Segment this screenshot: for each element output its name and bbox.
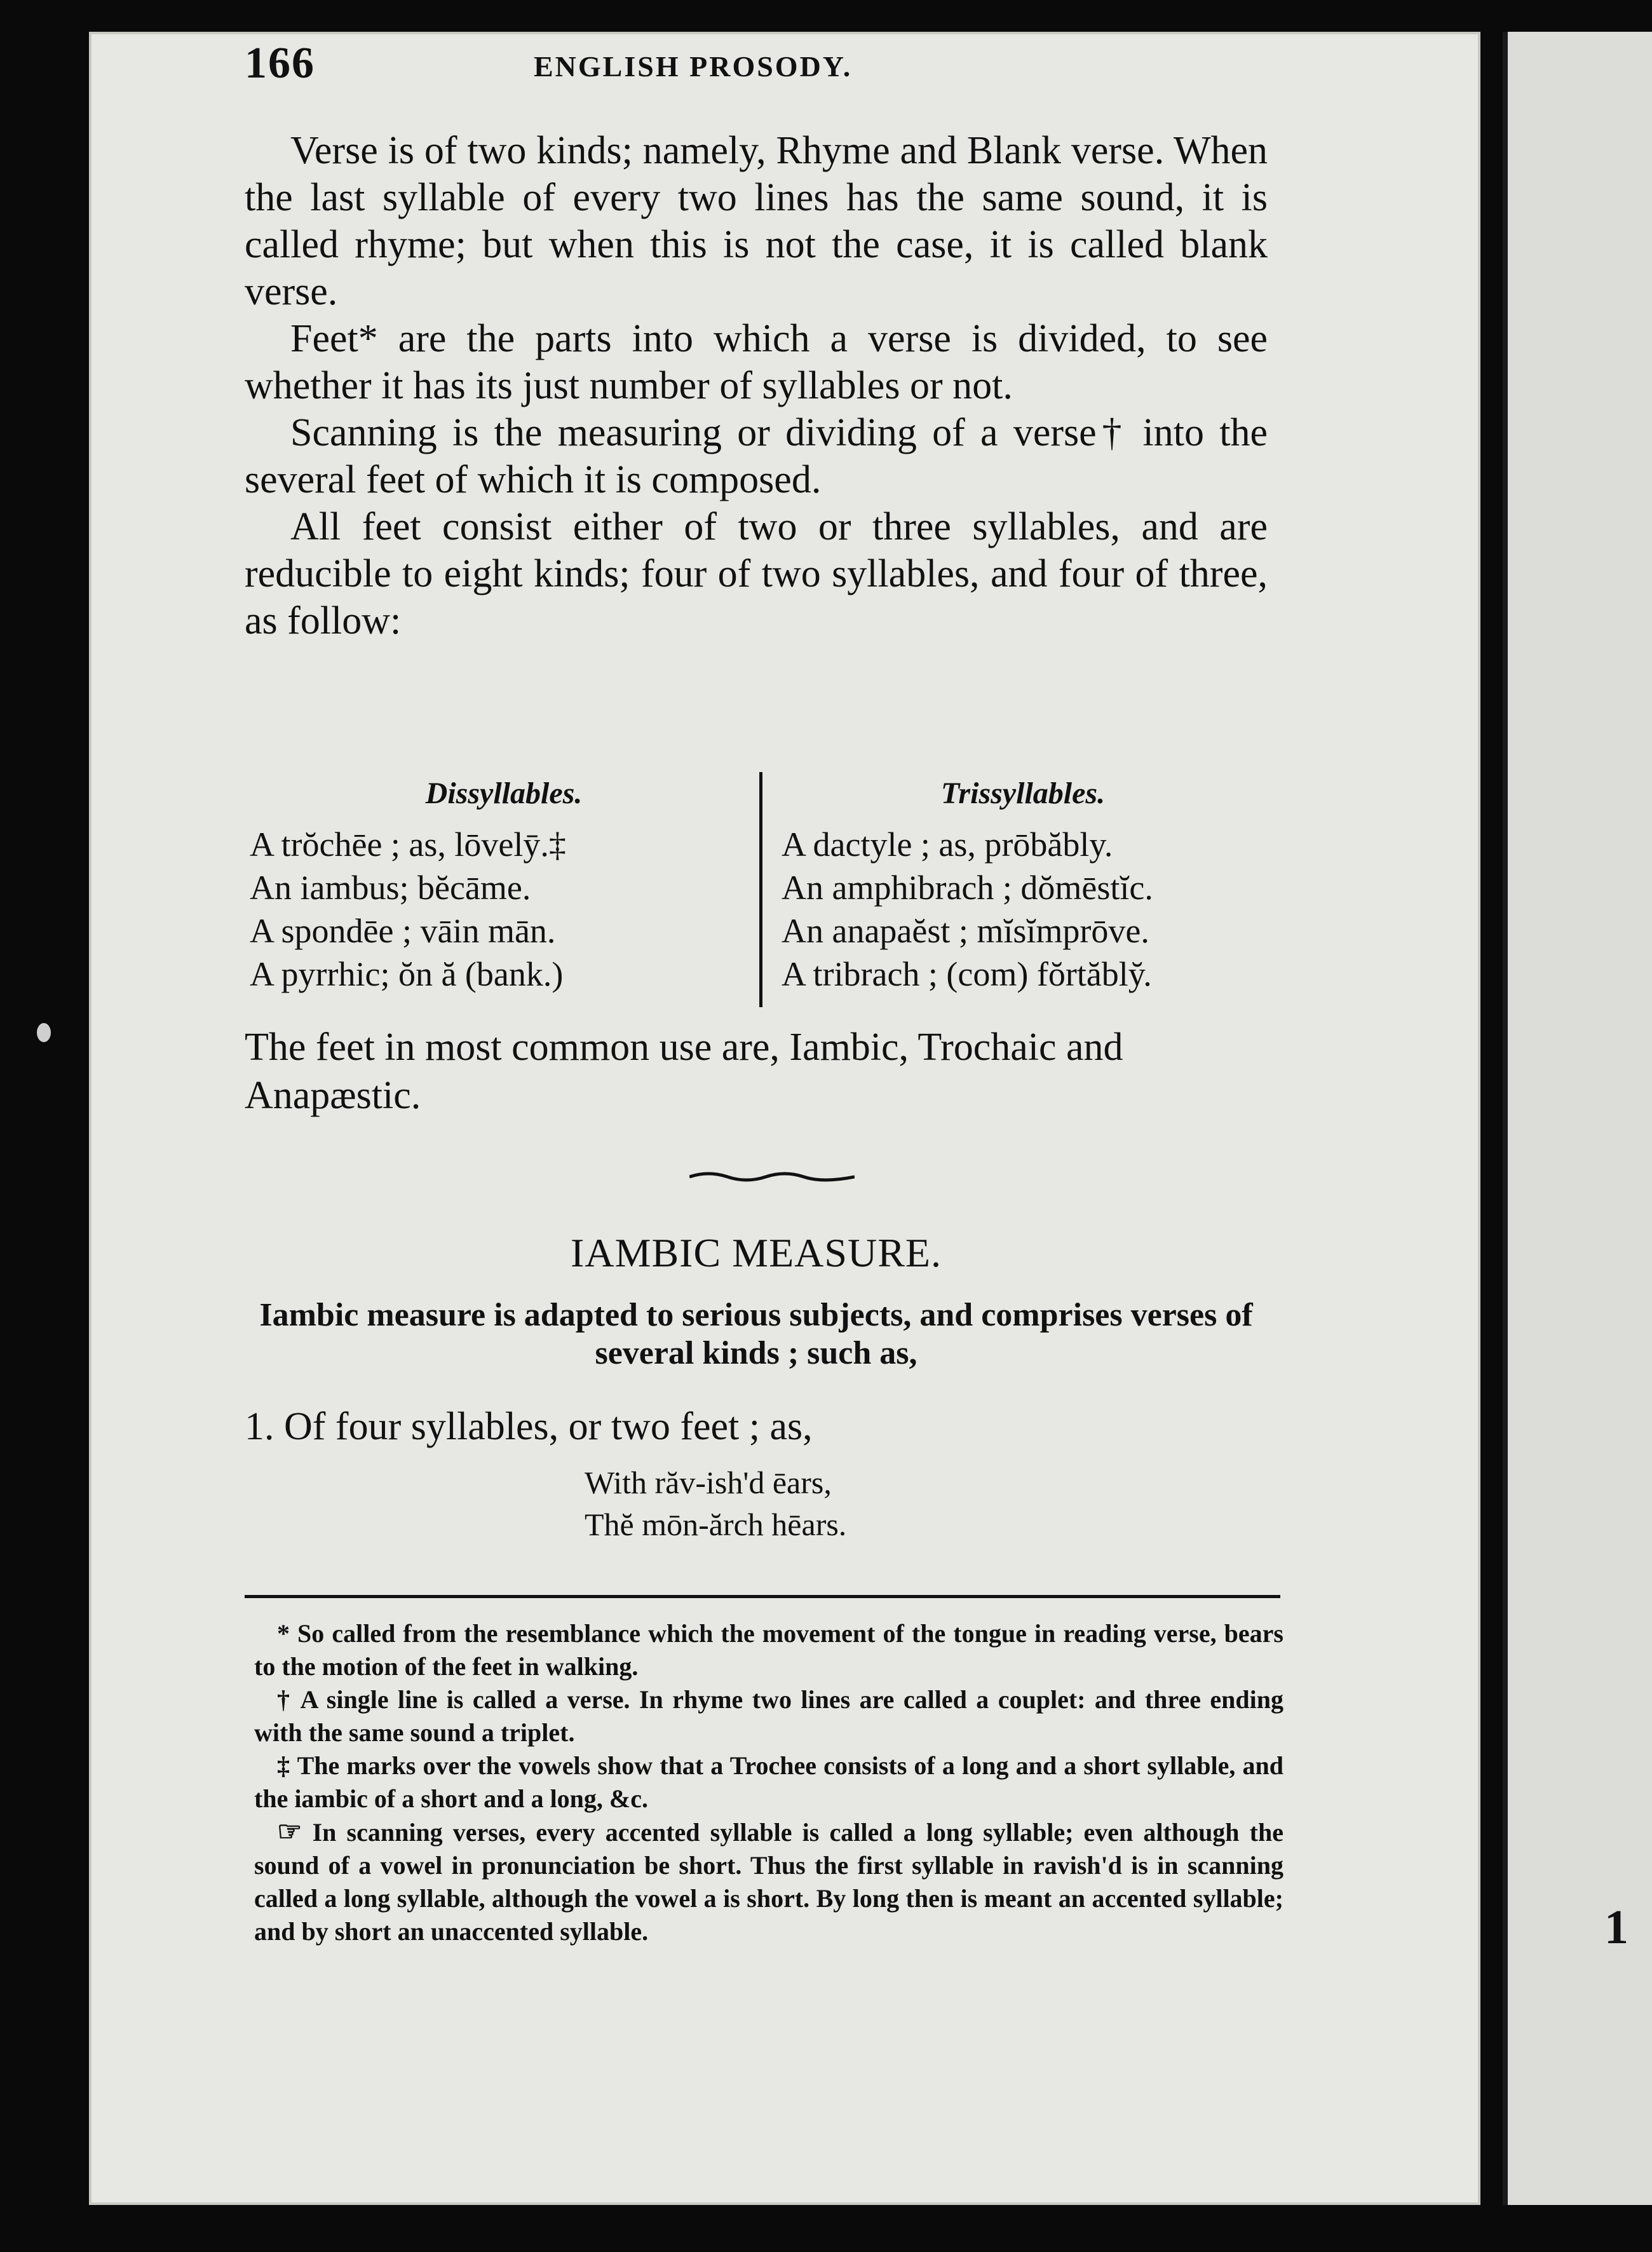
section-title: IAMBIC MEASURE. (571, 1230, 942, 1275)
trissyllables-title: Trissyllables. (940, 777, 1106, 810)
footnote: † A single line is called a verse. In rhyme two lines are called a couplet: and three ending with the same sound a triplet. (254, 1685, 1283, 1747)
page-header (245, 39, 1261, 102)
example-item: 1. Of four syllables, or two feet ; as, (245, 1405, 813, 1448)
running-title: ENGLISH PROSODY. (534, 50, 853, 83)
dissyllables-column (250, 772, 758, 996)
verse-example (585, 1462, 846, 1545)
trissyllable-row: A dactyle ; as, prōbăbly. (782, 825, 1113, 864)
trissyllables-column (782, 772, 1264, 996)
adjacent-page-mark: 1 (1604, 1901, 1628, 1954)
page-number: 166 (245, 39, 315, 88)
footnote (254, 1815, 1283, 1948)
adjacent-page-edge (1503, 32, 1652, 2205)
feet-table (245, 772, 1268, 1014)
paragraph-scanning: Scanning is the measuring or dividing of a verse† into the several feet of which it is composed. (245, 411, 1268, 501)
pointing-hand-icon: ☞ (277, 1816, 302, 1847)
main-text (245, 127, 1268, 644)
verse-line: With răv-ish'd ēars, (585, 1465, 832, 1500)
paragraph-feet: Feet* are the parts into which a verse is divided, to see whether it has its just number of syllables or not. (245, 317, 1268, 407)
dissyllable-row: A pyrrhic; ŏn ă (bank.) (250, 955, 564, 993)
scan-dot (37, 1023, 51, 1042)
footnote-rule (245, 1595, 1280, 1598)
trissyllable-row: An amphibrach ; dŏmēstĭc. (782, 869, 1153, 907)
paragraph-feet-kinds: All feet consist either of two or three syllables, and are reducible to eight kinds; four of two syllables, and four of three, as follow: (245, 505, 1268, 642)
paragraph-verse-kinds: Verse is of two kinds; namely, Rhyme and Blank verse. When the last syllable of every two lines has the same sound, it is called rhyme; but when this is not the case, it is called blank verse. (245, 129, 1268, 313)
trissyllable-row: A tribrach ; (com) fŏrtăbly̆. (782, 955, 1152, 993)
footnote-text: In scanning verses, every accented syllable is called a long syllable; even although the sound of a vowel in pronunciation be short. Thus the first syllable in ravish'd is in scanning called a long syllable, although the vowel a is short. By long then is meant an accented syllable; and by short an unaccented syllable. (254, 1818, 1283, 1946)
column-divider (759, 772, 762, 1007)
paragraph-common-feet: The feet in most common use are, Iambic, Trochaic and Anapæstic. (245, 1026, 1123, 1117)
dissyllables-title: Dissyllables. (425, 777, 583, 810)
footnote: ‡ The marks over the vowels show that a Trochee consists of a long and a short syllable, and the iambic of a short and a long, &c. (254, 1751, 1283, 1813)
footnote: * So called from the resemblance which the movement of the tongue in reading verse, bears to the motion of the feet in walking. (254, 1619, 1283, 1681)
dissyllable-row: A spondēe ; vāin mān. (250, 912, 556, 950)
footnotes (254, 1617, 1283, 1948)
dissyllable-row: An iambus; bĕcāme. (250, 869, 531, 907)
trissyllable-row: An anapaĕst ; mĭsĭmprōve. (782, 912, 1149, 950)
dissyllable-row: A trŏchēe ; as, lōvelȳ.‡ (250, 825, 566, 864)
ornamental-divider (689, 1169, 855, 1184)
section-intro: Iambic measure is adapted to serious subjects, and comprises verses of several kinds ; such as, (259, 1297, 1253, 1371)
verse-line: Thĕ mōn-ărch hēars. (585, 1507, 847, 1542)
